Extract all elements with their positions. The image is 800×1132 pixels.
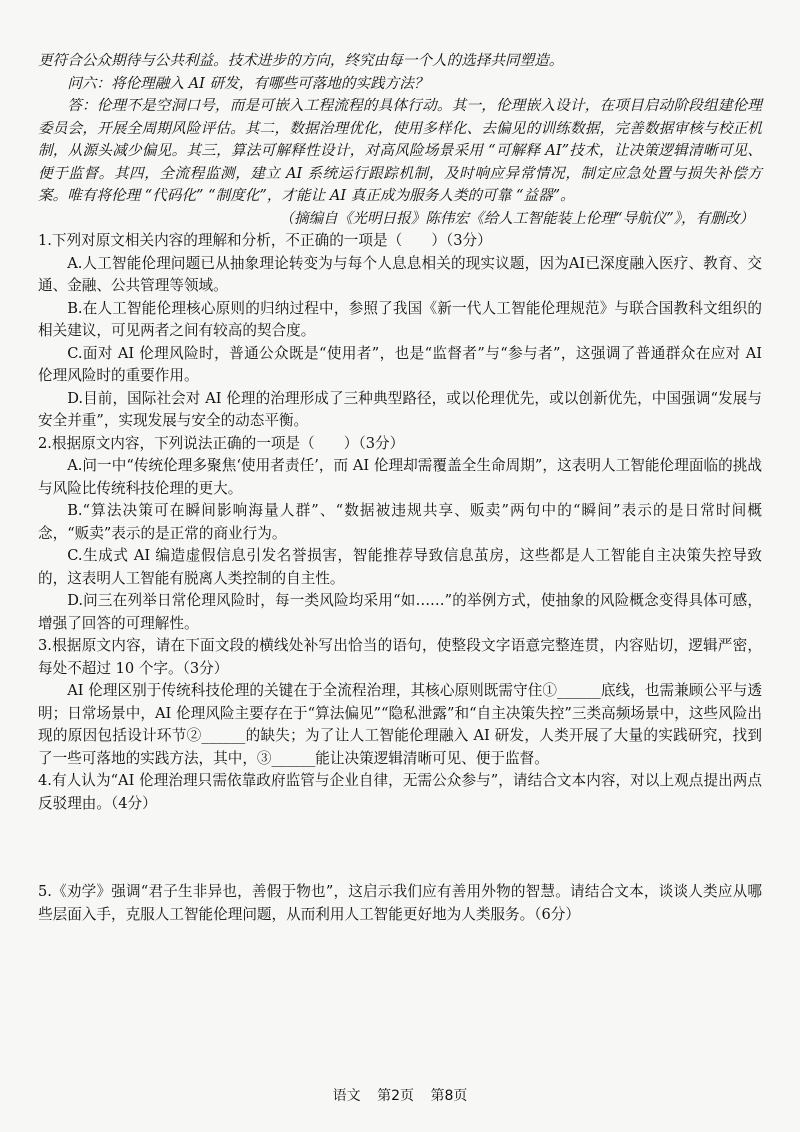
question-3-body: AI 伦理区别于传统科技伦理的关键在于全流程治理，其核心原则既需守住①______底线，也需兼顾公平与透明；日常场景中，AI 伦理风险主要存在于“算法偏见”“隐私泄露”和“自主决策失控”三类高频场景中，这些风险出现的原因包括设计环节②______的缺失；为了让人工智能伦理融入 AI 研发，人类开展了大量的实践研究，找到了一些可落地的实践方法，其中，③______能让决策逻辑清晰可见、便于监督。 bbox=[38, 682, 762, 767]
passage-line0: 更符合公众期待与公共利益。技术进步的方向，终究由每一个人的选择共同塑造。 bbox=[38, 52, 564, 69]
question-2-stem: 2.根据原文内容，下列说法正确的一项是（ ）（3分） bbox=[38, 434, 405, 452]
question-1-option-b: B.在人工智能伦理核心原则的归纳过程中，参照了我国《新一代人工智能伦理规范》与联合国教科文组织的相关建议，可见两者之间有较高的契合度。 bbox=[38, 299, 762, 339]
question-1-stem: 1.下列对原文相关内容的理解和分析，不正确的一项是（ ）（3分） bbox=[38, 232, 492, 249]
question-1-option-d: D.目前，国际社会对 AI 伦理的治理形成了三种典型路径，或以伦理优先，或以创新优先，中国强调“发展与安全并重”，实现发展与安全的动态平衡。 bbox=[38, 389, 762, 429]
footer-subject: 语文 bbox=[332, 1088, 361, 1104]
page-content bbox=[38, 50, 762, 926]
q6-answer: 答：伦理不是空洞口号，而是可嵌入工程流程的具体行动。其一，伦理嵌入设计，在项目启动阶段组建伦理委员会，开展全周期风险评估。其二，数据治理优化，使用多样化、去偏见的训练数据，完善数据审核与校正机制，从源头减少偏见。其三，算法可解释性设计，对高风险场景采用 “可解释 AI”技术，让决策逻辑清晰可见、便于监督。其四，全流程监测，建立 AI 系统运行跟踪机制，及时响应异常情况，制定应急处置与损失补偿方案。唯有将伦理 “代码化” “制度化”，才能让 AI 真正成为服务人类的可靠 “益器”。 bbox=[38, 97, 762, 204]
question-2-option-d: D.问三在列举日常伦理风险时，每一类风险均采用“如……”的举例方式，使抽象的风险概念变得具体可感，增强了回答的可理解性。 bbox=[38, 592, 762, 632]
question-4-answer-space[interactable] bbox=[38, 815, 762, 881]
question-3-stem: 3.根据原文内容，请在下面文段的横线处补写出恰当的语句，使整段文字语意完整连贯，内容贴切，逻辑严密，每处不超过 10 个字。（3分） bbox=[38, 637, 762, 677]
passage-source: （摘编自《光明日报》陈伟宏《给人工智能装上伦理“导航仪”》，有删改） bbox=[279, 209, 754, 227]
question-5-stem: 5.《劝学》强调“君子生非异也，善假于物也”，这启示我们应有善用外物的智慧。请结合文本，谈谈人类应从哪些层面入手，克服人工智能伦理问题，从而利用人工智能更好地为人类服务。（6分） bbox=[38, 883, 762, 923]
footer-page: 第2页 bbox=[377, 1088, 414, 1104]
q6-title: 问六：将伦理融入 AI 研发，有哪些可落地的实践方法？ bbox=[67, 74, 429, 92]
question-2-option-a: A.问一中“传统伦理多聚焦‘使用者责任’，而 AI 伦理却需覆盖全生命周期”，这表明人工智能伦理面临的挑战与风险比传统科技伦理的更大。 bbox=[38, 457, 762, 497]
question-1-option-c: C.面对 AI 伦理风险时，普通公众既是“使用者”，也是“监督者”与“参与者”，这强调了普通群众在应对 AI 伦理风险时的重要作用。 bbox=[38, 344, 762, 384]
question-4-stem: 4.有人认为“AI 伦理治理只需依靠政府监管与企业自律，无需公众参与”，请结合文本内容，对以上观点提出两点反驳理由。（4分） bbox=[38, 772, 762, 812]
footer-total: 第8页 bbox=[430, 1088, 468, 1104]
question-1-option-a: A.人工智能伦理问题已从抽象理论转变为与每个人息息相关的现实议题，因为AI已深度融入医疗、教育、交通、金融、公共管理等领域。 bbox=[38, 254, 762, 294]
question-2-option-c: C.生成式 AI 编造虚假信息引发名誉损害，智能推荐导致信息茧房，这些都是人工智能自主决策失控导致的，这表明人工智能有脱离人类控制的自主性。 bbox=[38, 547, 762, 587]
question-2-option-b: B.“算法决策可在瞬间影响海量人群”、“数据被违规共享、贩卖”两句中的“瞬间”表示的是日常时间概念，“贩卖”表示的是正常的商业行为。 bbox=[38, 502, 762, 542]
page-footer bbox=[0, 1085, 800, 1105]
